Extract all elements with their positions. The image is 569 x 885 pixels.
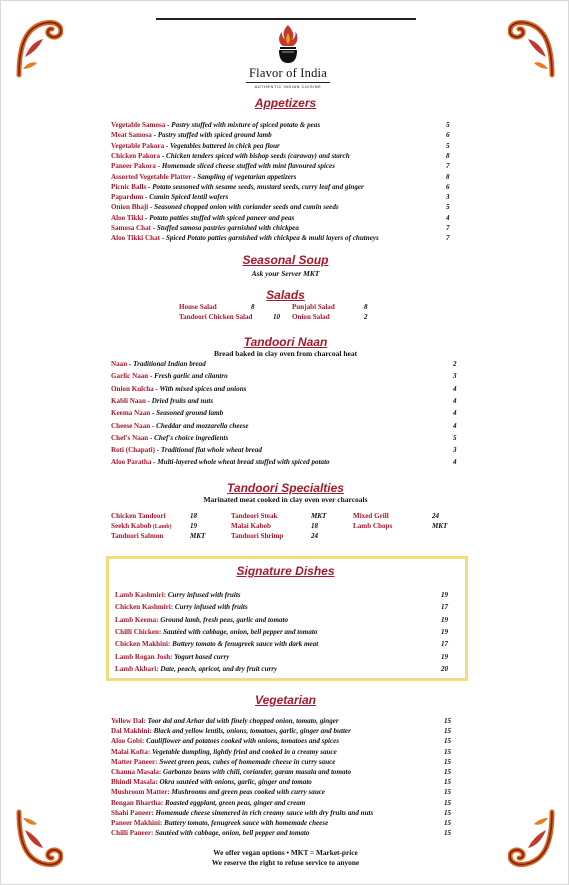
item-name: Chicken Kashmiri: [115,603,174,612]
item-price: 6 [446,182,450,191]
vegetarian-row [111,726,464,736]
vegetarian-row [111,736,464,746]
tandoori-note: Marinated meat cooked in clay oven over charcoals [203,495,368,504]
item-name: Lamb Kashmiri: [115,591,167,599]
item-name: Vegetable Pakora [111,141,165,150]
item-price: 15 [444,768,452,776]
salad-price: 2 [364,313,368,321]
item-name: Onion Bhaji [111,203,149,212]
item-description: - Traditional flat whole wheat bread [154,446,262,455]
item-price: 19 [441,627,449,636]
item-price: 17 [441,640,449,649]
item-description: - Potato patties stuffed with spiced paneer and peas [143,213,295,222]
item-name: Channa Masala: [111,768,162,776]
item-description: Garbanzo beans with chili, coriander, garam masala and tomato [161,768,352,776]
tandoori-item-price: 24 [311,532,319,540]
item-description: - Vegetables battered in chick pea flour [164,141,280,150]
seasonal-soup-heading: Seasonal Soup [242,253,329,267]
item-name: Picnic Balls [111,182,147,191]
signature-row [115,590,461,600]
appetizer-row [111,223,466,233]
signature-row [115,602,461,612]
tandoori-specialties-heading: Tandoori Specialties [227,481,344,495]
tandoori-naan-heading: Tandoori Naan [243,335,328,349]
item-name: Paneer Pakora [111,162,156,171]
appetizer-row [111,141,466,151]
naan-row [111,359,473,369]
appetizers-heading: Appetizers [254,96,317,110]
appetizer-row [111,192,466,202]
item-name: Matter Paneer: [111,757,158,766]
item-description: Mushrooms and green peas cooked with curry sauce [169,788,326,797]
item-description: - Chef's choice ingredients [148,433,229,442]
item-price: 15 [444,829,452,838]
item-price: 7 [446,224,450,232]
item-price: 5 [453,433,457,442]
signature-dishes-heading: Signature Dishes [236,564,335,578]
item-description: - With mixed spices and onions [153,384,247,393]
item-name: Lamb Akbari: [115,664,159,673]
item-price: 6 [446,131,450,140]
item-price: 4 [453,421,457,430]
flame-pot-icon [273,23,303,65]
item-description: Curry infused with fruits [173,603,248,612]
item-description: - Dried fruits and nuts [145,396,214,405]
item-description: Sautéed with cabbage, onion, bell pepper and tomato [153,829,310,838]
item-price: 19 [441,591,449,599]
item-description: Date, peach, apricot, and dry fruit curry [158,664,278,673]
item-price: 15 [444,757,452,766]
appetizer-row [111,120,466,130]
vegetarian-row [111,747,464,757]
item-price: 15 [444,808,452,817]
item-name: Samosa Chat [111,224,152,232]
item-description: - Seasoned ground lamb [150,409,224,418]
item-description: Buttery tomato & fenugreek sauce with dark meat [170,640,319,649]
vegetarian-row [111,767,464,777]
tandoori-item-price: 24 [432,512,440,520]
salad-price: 8 [364,303,368,311]
item-description: - Stuffed samosa pastries garnished with chickpea [151,224,299,232]
item-name: Paneer Makhini: [111,819,163,827]
item-description: Buttery tomato, fenugreek sauce with homemade cheese [162,819,329,827]
brand-rule [246,82,330,83]
item-name: Keema Naan [111,409,151,418]
soup-note: Ask your Server MKT [251,269,320,278]
appetizer-row [111,172,466,182]
item-price: 5 [446,121,450,129]
item-name: Kabli Naan [111,396,146,405]
tandoori-item-name: Malai Kabob [231,522,272,530]
vegetarian-row [111,818,464,828]
tandoori-item-price: 18 [311,522,319,530]
item-name: Aloo Tikki Chat [111,234,161,243]
appetizer-row [111,130,466,140]
item-description: Sweet green peas, cubes of homemade cheese in curry sauce [157,757,336,766]
item-description: Curry infused with fruits [166,591,241,599]
item-price: 15 [444,798,452,807]
item-name: Aloo Paratha [111,458,152,467]
item-name: Lamb Rogan Josh: [115,652,173,661]
item-price: 17 [441,603,449,612]
item-description: Homemade cheese simmered in rich creamy sauce with dry fruits and nuts [153,808,374,817]
item-price: 7 [446,234,450,243]
item-description: Ground lamb, fresh peas, garlic and tomato [158,615,289,624]
item-description: - Pastry stuffed with mixture of spiced potato & peas [165,121,321,129]
tandoori-item-name: Chicken Tandoori [111,512,166,520]
naan-row [111,457,473,467]
item-name: Naan [111,360,128,368]
tandoori-item-price: 19 [190,522,198,530]
vegetarian-row [111,808,464,818]
footer-vegan-note: We offer vegan options • MKT = Market-price [213,848,358,857]
appetizer-row [111,151,466,161]
appetizer-row [111,182,466,192]
signature-row [115,627,461,637]
vegetarian-row [111,777,464,787]
item-description: - Spiced Potato patties garnished with chickpea & multi layers of chutneys [160,234,379,243]
signature-row [115,639,461,649]
tandoori-item-price: MKT [432,522,448,530]
item-description: Okra sautéed with onions, garlic, ginger and tomato [157,778,312,787]
corner-ornament-icon [508,17,556,79]
item-name: Vegetable Samosa [111,121,166,129]
restaurant-logo [243,23,333,89]
signature-row [115,664,461,674]
item-name: Meat Samosa [111,131,152,140]
signature-row [115,652,461,662]
item-price: 15 [444,778,452,787]
vegetarian-heading: Vegetarian [255,693,316,707]
salad-name: Punjabi Salad [292,303,335,311]
item-name: Chilli Chicken: [115,627,162,636]
tandoori-item-name: Seekh Kabob (Lamb) [111,522,172,530]
item-name: Roti (Chapati) [111,446,155,455]
item-name: Chicken Pakora [111,151,161,160]
item-description: - Sampling of vegetarian appetizers [191,172,297,181]
naan-note: Bread baked in clay oven from charcoal heat [213,349,358,358]
item-description: - Seasoned chopped onion with coriander seeds and cumin seeds [148,203,339,212]
appetizer-row [111,213,466,223]
item-price: 15 [444,727,452,736]
item-price: 15 [444,717,452,725]
item-price: 7 [446,162,450,171]
item-name: Assorted Vegetable Platter [111,172,192,181]
naan-row [111,371,473,381]
salad-name: Tandoori Chicken Salad [179,313,253,321]
item-price: 19 [441,615,449,624]
item-name: Malai Kofta: [111,747,151,756]
item-price: 5 [446,141,450,150]
item-name: Garlic Naan [111,372,149,381]
salad-name: House Salad [179,303,217,311]
tandoori-item-name: Tandoori Salmon [111,532,164,540]
item-name: Aloo Gobi: [111,737,145,746]
item-description: - Chicken tenders spiced with bishop seeds (caraway) and starch [160,151,350,160]
item-name: Chilli Paneer: [111,829,154,838]
item-name: Dal Makhini: [111,727,152,736]
item-name: Bengan Bhartha: [111,798,164,807]
item-price: 5 [446,203,450,212]
naan-row [111,408,473,418]
item-description: - Fresh garlic and cilantro [148,372,228,381]
appetizer-row [111,202,466,212]
item-price: 19 [441,652,449,661]
tandoori-item-price: MKT [311,512,327,520]
naan-row [111,396,473,406]
item-price: 15 [444,819,452,827]
item-name: Papardum [111,193,144,202]
item-description: Sautéed with cabbage, onion, bell pepper and tomato [161,627,318,636]
item-description: Yogurt based curry [172,652,230,661]
item-price: 4 [453,384,457,393]
item-description: Cauliflower and potatoes cooked with onions, tomatoes and spices [144,737,340,746]
salads-heading: Salads [266,288,305,302]
appetizer-row [111,233,466,243]
item-price: 15 [444,737,452,746]
naan-row [111,384,473,394]
salad-name: Onion Salad [292,313,330,321]
signature-row [115,615,461,625]
salad-price: 8 [251,303,255,311]
item-description: - Homemade sliced cheese stuffed with mint flavoured spices [155,162,335,171]
item-price: 3 [446,193,450,202]
item-price: 20 [441,664,449,673]
vegetarian-row [111,787,464,797]
appetizer-row [111,161,466,171]
item-name: Shahi Paneer: [111,808,154,817]
item-price: 3 [453,446,457,455]
tandoori-item-price: 18 [190,512,198,520]
item-description: Toor dal and Arhar dal with finely chopped onion, tomato, ginger [145,717,339,725]
item-description: Black and yellow lentils, onions, tomatoes, garlic, ginger and butter [151,727,351,736]
item-name: Cheese Naan [111,421,151,430]
item-price: 4 [453,458,457,467]
item-description: - Cheddar and mozzarella cheese [150,421,249,430]
item-price: 15 [444,747,452,756]
vegetarian-row [111,757,464,767]
vegetarian-row [111,716,464,726]
item-name: Aloo Tikki [111,213,144,222]
corner-ornament-icon [15,17,63,79]
item-name: Onion Kulcha [111,384,154,393]
item-name: Bhindi Masala: [111,778,158,787]
tandoori-item-price: MKT [190,532,206,540]
item-description: Vegetable dumpling, lightly fried and cooked in a creamy sauce [150,747,337,756]
item-price: 4 [453,409,457,418]
item-price: 8 [446,151,450,160]
salad-price: 10 [273,313,281,321]
item-name: Chicken Makhini: [115,640,171,649]
brand-name: Flavor of India [249,66,327,80]
naan-row [111,445,473,455]
item-name: Mushroom Matter: [111,788,170,797]
vegetarian-row [111,798,464,808]
naan-row [111,421,473,431]
naan-row [111,433,473,443]
item-description: Roasted eggplant, green peas, ginger and cream [163,798,306,807]
item-price: 15 [444,788,452,797]
item-name: Chef's Naan [111,433,149,442]
top-rule [156,18,416,20]
item-price: 2 [453,360,457,368]
tandoori-item-name: Lamb Chops [353,522,393,530]
item-description: - Potato seasoned with sesame seeds, mustard seeds, curry leaf and ginger [146,182,364,191]
tandoori-item-name: Tandoori Steak [231,512,278,520]
vegetarian-row [111,828,464,838]
item-name: Yellow Dal: [111,717,146,725]
item-description: - Multi-layered whole wheat bread stuffed with spiced potato [151,458,330,467]
tandoori-item-name: Tandoori Shrimp [231,532,284,540]
item-name: Lamb Keema: [115,615,159,624]
item-price: 3 [453,372,457,381]
item-description: - Traditional Indian bread [127,360,206,368]
tandoori-item-name: Mixed Grill [353,512,389,520]
item-price: 8 [446,172,450,181]
item-description: - Pastry stuffed with spiced ground lamb [151,131,272,140]
item-price: 4 [453,396,457,405]
brand-tagline: AUTHENTIC INDIAN CUISINE [254,85,322,89]
item-price: 4 [446,213,450,222]
footer-refuse-note: We reserve the right to refuse service to anyone [211,858,360,867]
item-description: - Cumin Spiced lentil wafers [143,193,229,202]
